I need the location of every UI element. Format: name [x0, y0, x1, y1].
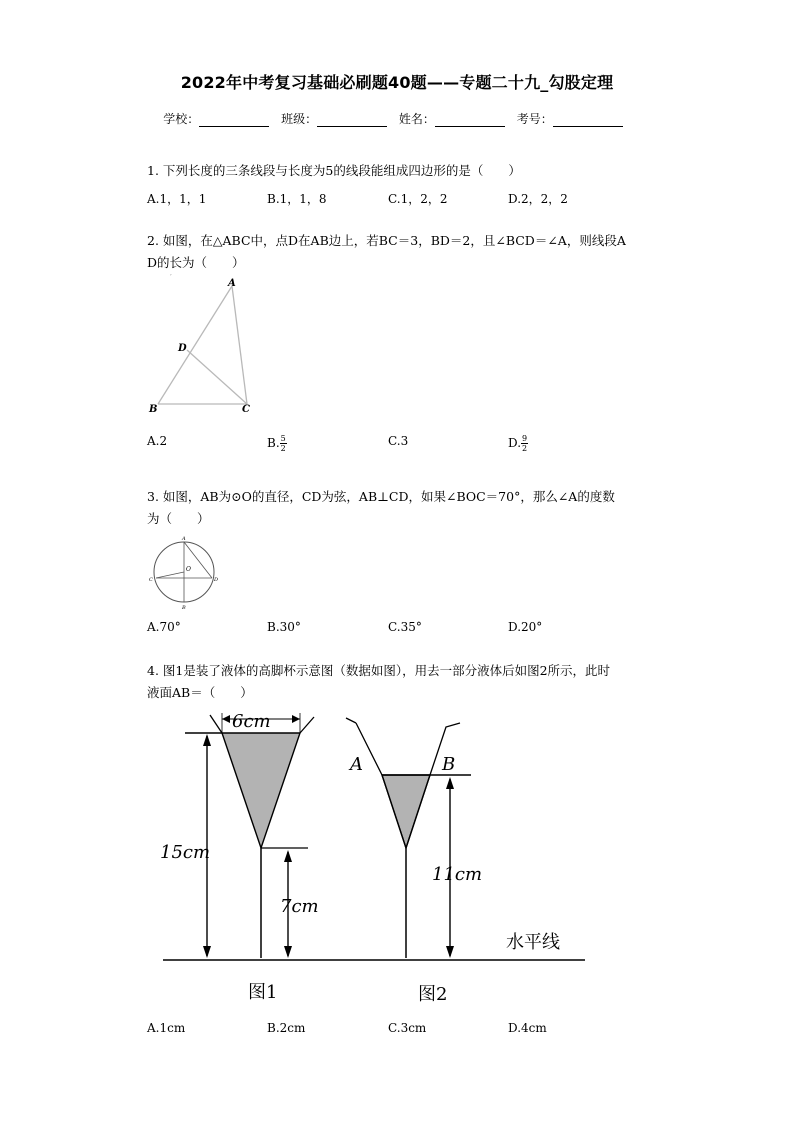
label-figure-2: 图2	[418, 984, 448, 1005]
label-total-height: 15cm	[160, 842, 211, 863]
label-figure-1: 图1	[248, 982, 278, 1003]
goblet-1-liquid	[222, 733, 300, 848]
label-stem-height: 7cm	[280, 896, 319, 917]
goblet-2-liquid	[382, 775, 430, 848]
label-a: A	[228, 278, 236, 289]
question-4-line-1: 4. 图1是装了液体的高脚杯示意图（数据如图），用去一部分液体后如图2所示，此时	[147, 663, 611, 678]
q1-option-b[interactable]: B.1，1，8	[267, 192, 327, 206]
question-4-goblet-figure	[160, 708, 600, 1008]
question-3-circle-figure	[146, 534, 222, 610]
exam-no-label: 考号：	[516, 112, 553, 126]
label-b: B	[149, 404, 158, 415]
label-d: D	[214, 577, 219, 583]
q4-option-c[interactable]: C.3cm	[388, 1021, 427, 1035]
label-horizon: 水平线	[506, 932, 560, 953]
question-2-stem	[147, 230, 677, 274]
label-width: 6cm	[232, 711, 271, 732]
q2-option-d[interactable]	[508, 434, 528, 453]
label-height-2: 11cm	[432, 864, 483, 885]
question-4-stem	[147, 660, 677, 704]
question-1-stem	[147, 160, 677, 182]
exam-no-blank[interactable]	[553, 113, 623, 127]
q2-option-b-numerator: 5	[280, 434, 286, 443]
q3-option-c[interactable]: C.35°	[388, 620, 422, 634]
q2-option-b-prefix: B.	[267, 436, 280, 450]
q3-option-a[interactable]: A.70°	[147, 620, 181, 634]
name-blank[interactable]	[435, 113, 505, 127]
q2-option-d-denominator: 2	[522, 444, 528, 453]
segment-oc	[156, 572, 184, 578]
figure-mark: ′	[170, 273, 172, 282]
question-2-triangle-figure	[140, 272, 270, 422]
goblet-1	[185, 713, 314, 958]
q2-option-b[interactable]	[267, 434, 287, 453]
label-c: C	[242, 404, 250, 415]
question-2-line-2: D的长为（ ）	[147, 255, 245, 270]
q3-option-d[interactable]: D.20°	[508, 620, 543, 634]
q2-option-c[interactable]: C.3	[388, 434, 409, 448]
q2-option-d-fraction	[521, 434, 528, 453]
label-o: O	[186, 566, 191, 573]
q4-option-d[interactable]: D.4cm	[508, 1021, 547, 1035]
label-a: A	[182, 536, 186, 542]
label-c: C	[149, 577, 153, 583]
page-title: 2022年中考复习基础必刷题40题——专题二十九_勾股定理	[180, 73, 614, 92]
question-4-line-2: 液面AB＝（ ）	[147, 685, 253, 700]
q3-option-b[interactable]: B.30°	[267, 620, 301, 634]
q2-option-b-denominator: 2	[280, 444, 286, 453]
side-ac	[232, 286, 247, 404]
class-label: 班级：	[281, 112, 318, 126]
label-d: D	[178, 343, 187, 354]
q4-option-b[interactable]: B.2cm	[267, 1021, 306, 1035]
class-blank[interactable]	[317, 113, 387, 127]
question-3-line-2: 为（ ）	[147, 511, 210, 526]
q2-option-b-fraction	[280, 434, 287, 453]
q2-option-a[interactable]: A.2	[147, 434, 168, 448]
question-3-line-1: 3. 如图，AB为⊙O的直径，CD为弦，AB⊥CD，如果∠BOC＝70°，那么∠A的度数	[147, 489, 615, 504]
question-2-line-1: 2. 如图，在△ABC中，点D在AB边上，若BC＝3，BD＝2，且∠BCD＝∠A，则线段A	[147, 233, 626, 248]
q2-option-d-prefix: D.	[508, 436, 522, 450]
question-1-line-1: 1. 下列长度的三条线段与长度为5的线段能组成四边形的是（ ）	[147, 163, 521, 178]
q1-option-c[interactable]: C.1，2，2	[388, 192, 448, 206]
label-point-a: A	[350, 754, 363, 775]
question-3-stem	[147, 486, 677, 530]
q1-option-d[interactable]: D.2，2，2	[508, 192, 568, 206]
school-label: 学校：	[163, 112, 200, 126]
name-label: 姓名：	[398, 112, 435, 126]
student-info-row	[0, 110, 794, 127]
segment-cd	[187, 350, 247, 404]
side-ab	[158, 286, 232, 404]
q2-option-d-numerator: 9	[522, 434, 528, 443]
q1-option-a[interactable]: A.1，1，1	[147, 192, 207, 206]
label-point-b: B	[442, 754, 456, 775]
q4-option-a[interactable]: A.1cm	[147, 1021, 186, 1035]
school-blank[interactable]	[199, 113, 269, 127]
label-b: B	[182, 605, 186, 610]
